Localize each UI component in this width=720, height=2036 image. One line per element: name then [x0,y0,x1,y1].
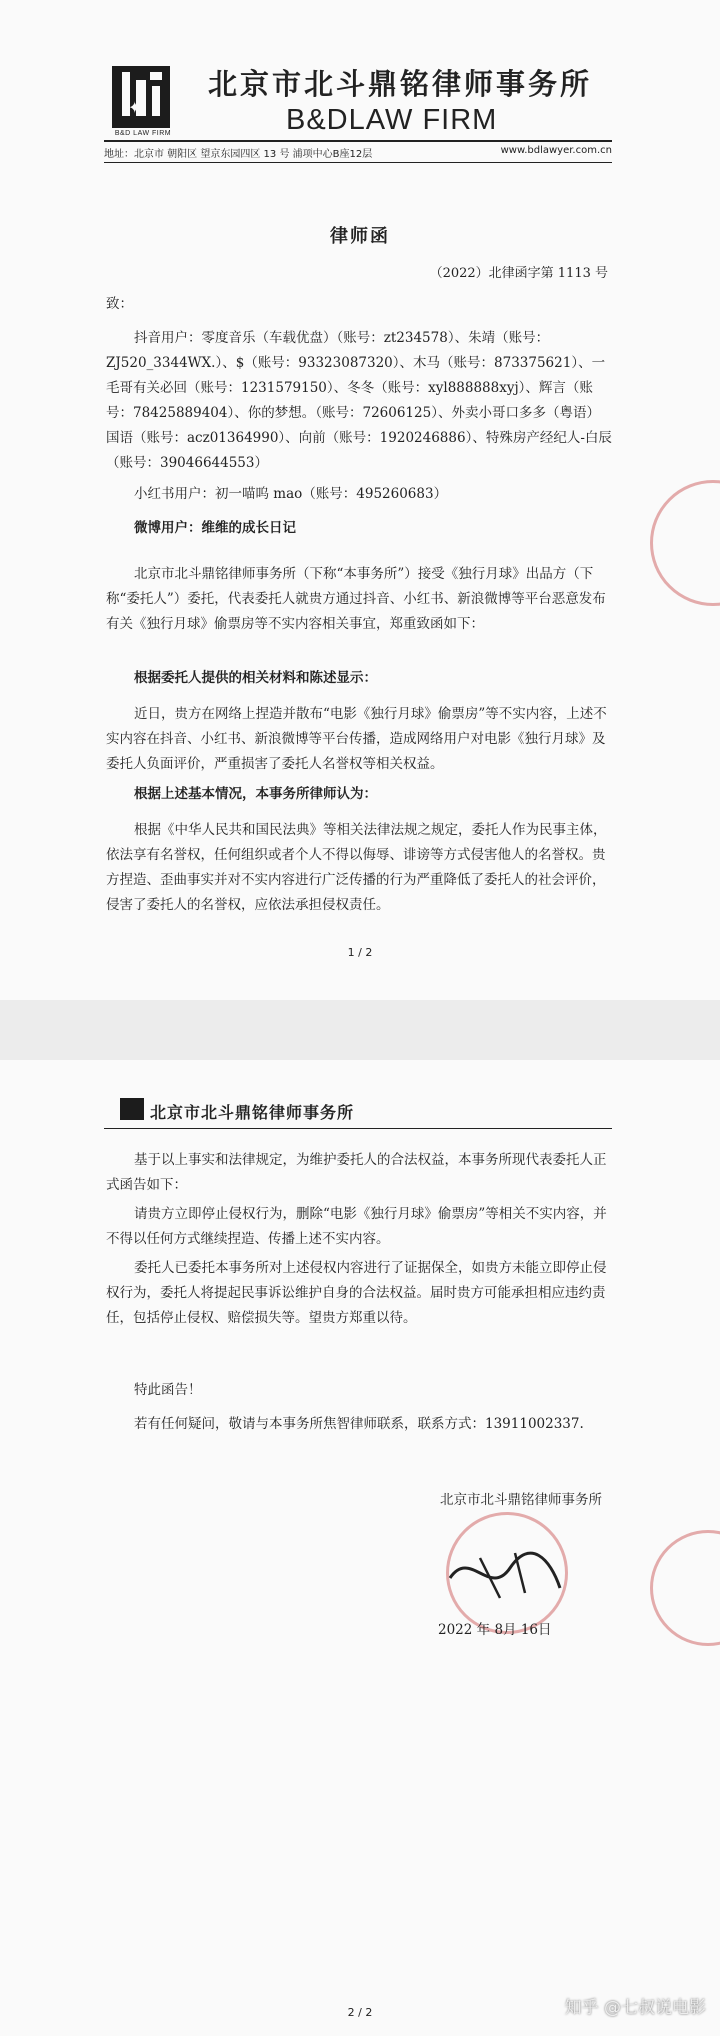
facts-paragraph: 近日，贵方在网络上捏造并散布“电影《独行月球》偷票房”等不实内容，上述不实内容在抖音、小红书、新浪微博等平台传播，造成网络用户对电影《独行月球》及委托人负面评价，严重损害了委托人名誉权等相关权益。 [106,706,607,772]
firm-name-cn: 北京市北斗鼎铭律师事务所 [208,67,593,101]
douyin-users: 抖音用户：零度音乐（车载优盘）（账号：zt234578）、朱靖（账号：ZJ520_3344WX.）、$（账号：93323087320）、木马（账号：873375621）、一毛哥有关必回（账号：1231579150）、冬冬（账号：xyl888888xyj）、辉言（账号：78425889404）、你的梦想。（账号：72606125）、外卖小哥口多多（粤语）国语（账号：acz01364990）、向前（账号：1920246886）、特殊房产经纪人-白辰（账号：39046644553） [106,330,612,471]
notice-intro: 基于以上事实和法律规定，为维护委托人的合法权益，本事务所现代表委托人正式函告如下： [106,1152,607,1193]
contact-line: 若有任何疑问，敬请与本事务所焦智律师联系，联系方式：13911002337. [134,1416,584,1432]
recipient-label: 致： [106,296,133,312]
section-heading-facts: 根据委托人提供的相关材料和陈述显示： [134,670,377,686]
firm-logo: ✦ [112,66,170,128]
letter-page-1 [0,0,720,1000]
page2-header-divider [104,1128,612,1129]
logo-caption: B&D LAW FIRM [114,130,172,137]
xiaohongshu-user: 小红书用户：初一喵呜 mao（账号：495260683） [134,486,448,502]
header-divider [104,140,612,142]
header-divider-bottom [104,162,612,163]
letter-title: 律师函 [330,226,390,247]
lawyer-signature [440,1538,570,1608]
section-heading-opinion: 根据上述基本情况，本事务所律师认为： [134,786,377,802]
opinion-paragraph: 根据《中华人民共和国民法典》等相关法律法规之规定，委托人作为民事主体，依法享有名誉权，任何组织或者个人不得以侮辱、诽谤等方式侵害他人的名誉权。贵方捏造、歪曲事实并对不实内容进行广泛传播的行为严重降低了委托人的社会评价，侵害了委托人的名誉权，应依法承担侵权责任。 [106,822,607,913]
signing-firm: 北京市北斗鼎铭律师事务所 [440,1492,602,1508]
red-seal-partial-2 [650,1530,720,1646]
letter-date: 2022 年 8月 16日 [438,1622,552,1638]
red-seal-partial [650,480,720,606]
page-number-2: 2 / 2 [347,2006,373,2019]
warning-paragraph: 委托人已委托本事务所对上述侵权内容进行了证据保全，如贵方未能立即停止侵权行为，委托人将提起民事诉讼维护自身的合法权益。届时贵方可能承担相应违约责任，包括停止侵权、赔偿损失等。望贵方郑重以待。 [106,1260,607,1326]
page2-firm-name: 北京市北斗鼎铭律师事务所 [150,1103,355,1122]
firm-logo-small [120,1098,144,1120]
reference-number: （2022）北律函字第 1113 号 [429,266,608,281]
zhihu-watermark: 知乎 @七叔说电影 [564,1998,706,2018]
closing-line: 特此函告！ [134,1382,202,1398]
letter-page-2 [0,1060,720,2036]
firm-website: www.bdlawyer.com.cn [500,145,612,156]
intro-paragraph: 北京市北斗鼎铭律师事务所（下称“本事务所”）接受《独行月球》出品方（下称“委托人”）委托，代表委托人就贵方通过抖音、小红书、新浪微博等平台恶意发布有关《独行月球》偷票房等不实内容相关事宜，郑重致函如下： [106,566,606,632]
weibo-user: 微博用户：维维的成长日记 [134,520,296,536]
page-number-1: 1 / 2 [347,946,373,959]
firm-address: 地址：北京市 朝阳区 望京东园四区 13 号 浦项中心B座12层 [104,149,373,160]
firm-name-en: B&DLAW FIRM [286,104,498,136]
demand-paragraph: 请贵方立即停止侵权行为，删除“电影《独行月球》偷票房”等相关不实内容，并不得以任何方式继续捏造、传播上述不实内容。 [106,1206,607,1247]
